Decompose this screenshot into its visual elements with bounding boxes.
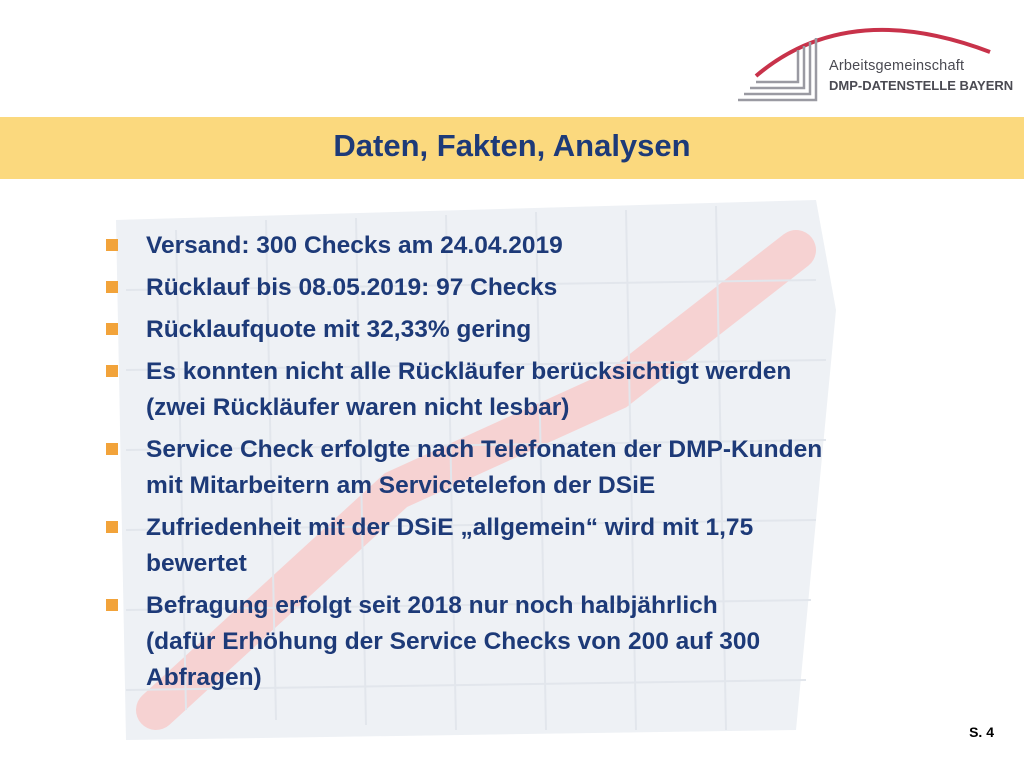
logo-text-line2: DMP-DATENSTELLE BAYERN (829, 78, 1014, 93)
bullet-text-line: Rücklauf bis 08.05.2019: 97 Checks (146, 274, 558, 301)
bullet-square-icon (106, 281, 118, 293)
page-number: S. 4 (969, 724, 994, 740)
bullet-item (100, 270, 1000, 306)
bullet-item (100, 588, 1000, 696)
bullet-square-icon (106, 521, 118, 533)
bullet-text-line: bewertet (146, 550, 247, 577)
bullet-text-line: (zwei Rückläufer waren nicht lesbar) (146, 394, 570, 421)
bullet-text-line: (dafür Erhöhung der Service Checks von 200 auf 300 (146, 628, 761, 655)
bullet-text-line: Versand: 300 Checks am 24.04.2019 (146, 232, 563, 259)
bullet-text-line: Zufriedenheit mit der DSiE „allgemein“ wird mit 1,75 (146, 514, 754, 541)
bullet-square-icon (106, 323, 118, 335)
bullet-item (100, 312, 1000, 348)
bullet-square-icon (106, 443, 118, 455)
bullet-text-line: mit Mitarbeitern am Servicetelefon der DSiE (146, 472, 656, 499)
bullet-text-line: Befragung erfolgt seit 2018 nur noch halbjährlich (146, 592, 718, 619)
bullet-item (100, 354, 1000, 426)
slide-title: Daten, Fakten, Analysen (333, 128, 691, 163)
bullet-text-line: Abfragen) (146, 664, 262, 691)
bullet-text-line: Service Check erfolgte nach Telefonaten der DMP-Kunden (146, 436, 823, 463)
logo (728, 8, 1024, 108)
bullet-text-line: Rücklaufquote mit 32,33% gering (146, 316, 532, 343)
bullet-square-icon (106, 365, 118, 377)
bullet-square-icon (106, 599, 118, 611)
bullet-square-icon (106, 239, 118, 251)
bullet-item (100, 228, 1000, 264)
bullet-item (100, 510, 1000, 582)
bullet-item (100, 432, 1000, 504)
bullet-list (100, 228, 1000, 696)
bullet-content (100, 228, 1000, 702)
bullet-text-line: Es konnten nicht alle Rückläufer berücksichtigt werden (146, 358, 792, 385)
logo-text-line1: Arbeitsgemeinschaft (829, 58, 965, 74)
